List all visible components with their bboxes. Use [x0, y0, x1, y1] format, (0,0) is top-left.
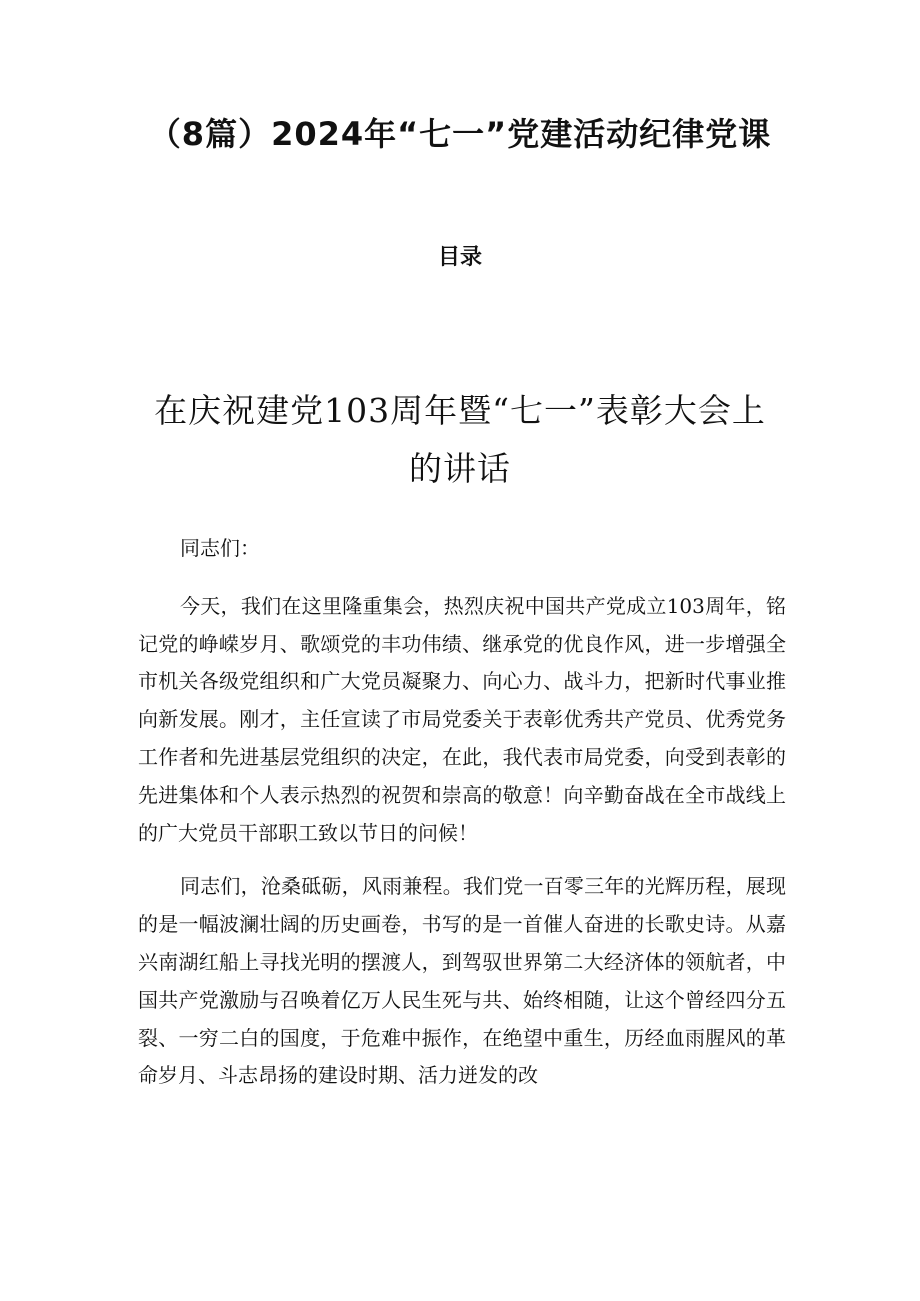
speech-title: 在庆祝建党103周年暨“七一”表彰大会上的讲话	[154, 391, 766, 488]
paragraph: 今天，我们在这里隆重集会，热烈庆祝中国共产党成立103周年，铭记党的峥嵘岁月、歌颂党的丰功伟绩、继承党的优良作风，进一步增强全市机关各级党组织和广大党员凝聚力、向心力、战斗力，把新时代事业推向新发展。刚才，主任宣读了市局党委关于表彰优秀共产党员、优秀党务工作者和先进基层党组织的决定，在此，我代表市局党委，向受到表彰的先进集体和个人表示热烈的祝贺和崇高的敬意！向辛勤奋战在全市战线上的广大党员干部职工致以节日的问候！	[138, 593, 786, 845]
table-of-contents-heading: 目录	[437, 245, 482, 270]
document-title: （8篇）2024年“七一”党建活动纪律党课	[148, 115, 772, 153]
salutation: 同志们：	[180, 536, 260, 560]
paragraph: 同志们，沧桑砥砺，风雨兼程。我们党一百零三年的光辉历程，展现的是一幅波澜壮阔的历史画卷，书写的是一首催人奋进的长歌史诗。从嘉兴南湖红船上寻找光明的摆渡人，到驾驭世界第二大经济体的领航者，中国共产党激励与召唤着亿万人民生死与共、始终相随，让这个曾经四分五裂、一穷二白的国度，于危难中振作，在绝望中重生，历经血雨腥风的革命岁月、斗志昂扬的建设时期、活力迸发的改	[138, 874, 786, 1088]
speech-body	[138, 530, 786, 1111]
